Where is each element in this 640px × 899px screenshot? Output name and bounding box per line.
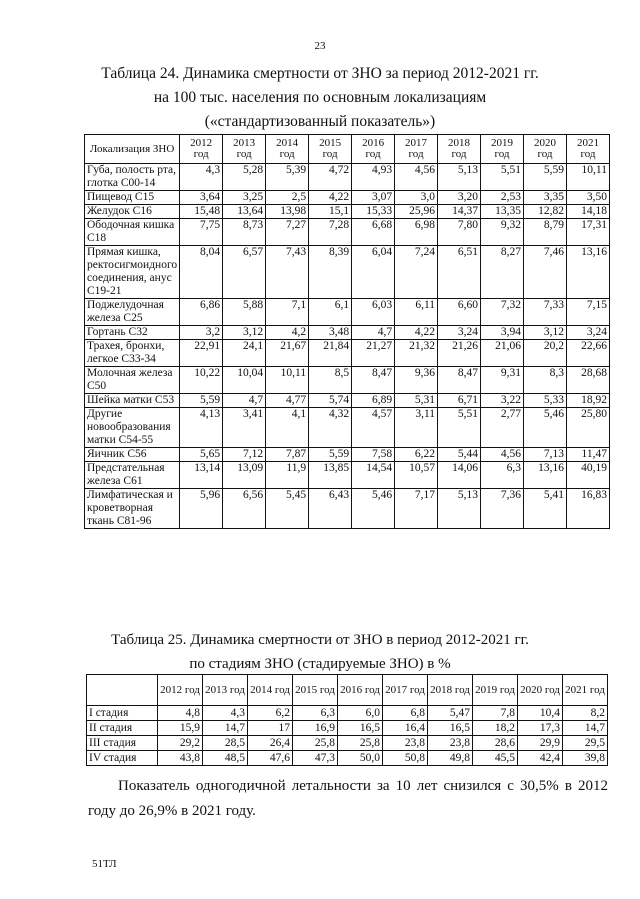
table-cell: 5,46	[524, 408, 567, 448]
table-cell: 8,2	[563, 706, 608, 721]
table-cell: 4,56	[481, 448, 524, 462]
table-cell: 6,1	[309, 299, 352, 326]
table-cell: 5,41	[524, 489, 567, 529]
table-cell: 3,35	[524, 191, 567, 205]
table-cell: 3,50	[567, 191, 610, 205]
table-cell: 22,91	[180, 340, 223, 367]
table-cell: 6,0	[338, 706, 383, 721]
row-label: Ободочная кишка С18	[85, 219, 180, 246]
table-cell: 13,98	[266, 205, 309, 219]
table-cell: 14,7	[563, 721, 608, 736]
table-cell: 10,11	[266, 367, 309, 394]
table2-year-header: 2017 год	[383, 675, 428, 706]
table-cell: 13,35	[481, 205, 524, 219]
table-cell: 3,22	[481, 394, 524, 408]
table-cell: 7,12	[223, 448, 266, 462]
table-cell: 21,06	[481, 340, 524, 367]
table1-header-label: Локализация ЗНО	[85, 135, 180, 164]
table-row	[85, 299, 610, 326]
table-cell: 7,1	[266, 299, 309, 326]
table-cell: 7,58	[352, 448, 395, 462]
table2-year-header: 2012 год	[158, 675, 203, 706]
table-cell: 9,36	[395, 367, 438, 394]
table-row	[87, 706, 608, 721]
table-cell: 4,93	[352, 164, 395, 191]
table-cell: 14,37	[438, 205, 481, 219]
table-cell: 5,88	[223, 299, 266, 326]
table-row	[85, 246, 610, 299]
table-cell: 7,43	[266, 246, 309, 299]
table-cell: 10,22	[180, 367, 223, 394]
table1-title-line: («стандартизованный показатель»)	[204, 113, 436, 130]
row-label: Шейка матки С53	[85, 394, 180, 408]
row-label: II стадия	[87, 721, 158, 736]
row-label: Трахея, бронхи, легкое С33-34	[85, 340, 180, 367]
table-cell: 6,98	[395, 219, 438, 246]
table-cell: 12,82	[524, 205, 567, 219]
table-cell: 14,54	[352, 462, 395, 489]
table-cell: 49,8	[428, 751, 473, 766]
table-cell: 6,3	[481, 462, 524, 489]
table-cell: 28,68	[567, 367, 610, 394]
table-cell: 2,53	[481, 191, 524, 205]
table-cell: 17,31	[567, 219, 610, 246]
table-cell: 3,41	[223, 408, 266, 448]
table-row	[85, 448, 610, 462]
table-row	[85, 367, 610, 394]
table1-title	[60, 62, 580, 134]
table-cell: 8,73	[223, 219, 266, 246]
table-cell: 6,56	[223, 489, 266, 529]
table-cell: 23,8	[383, 736, 428, 751]
table1-header-row	[85, 135, 610, 164]
table-cell: 45,5	[473, 751, 518, 766]
row-label: Желудок С16	[85, 205, 180, 219]
table-cell: 39,8	[563, 751, 608, 766]
table-cell: 7,87	[266, 448, 309, 462]
table1-year-header: 2017 год	[395, 135, 438, 164]
table-cell: 48,5	[203, 751, 248, 766]
table-cell: 21,67	[266, 340, 309, 367]
table2-year-header: 2021 год	[563, 675, 608, 706]
table1-title-line: Таблица 24. Динамика смертности от ЗНО за период 2012-2021 гг.	[101, 65, 539, 82]
table-cell: 7,27	[266, 219, 309, 246]
table1-year-header: 2014 год	[266, 135, 309, 164]
table2-title-line: по стадиям ЗНО (стадируемые ЗНО) в %	[189, 656, 451, 672]
table-cell: 3,94	[481, 326, 524, 340]
table1-year-header: 2012 год	[180, 135, 223, 164]
table-cell: 4,22	[395, 326, 438, 340]
table-cell: 7,24	[395, 246, 438, 299]
table-cell: 4,3	[180, 164, 223, 191]
table-cell: 8,04	[180, 246, 223, 299]
table-row	[85, 408, 610, 448]
table-cell: 5,59	[180, 394, 223, 408]
table-cell: 23,8	[428, 736, 473, 751]
table-cell: 40,19	[567, 462, 610, 489]
table-cell: 10,57	[395, 462, 438, 489]
table-cell: 6,68	[352, 219, 395, 246]
table2-body	[87, 706, 608, 766]
table-cell: 3,12	[223, 326, 266, 340]
table-cell: 8,47	[438, 367, 481, 394]
table-cell: 3,07	[352, 191, 395, 205]
row-label: Молочная железа С50	[85, 367, 180, 394]
table-cell: 7,15	[567, 299, 610, 326]
table-cell: 16,9	[293, 721, 338, 736]
table-cell: 2,77	[481, 408, 524, 448]
table-cell: 25,96	[395, 205, 438, 219]
table-cell: 21,27	[352, 340, 395, 367]
table1-year-header: 2021 год	[567, 135, 610, 164]
table-cell: 7,32	[481, 299, 524, 326]
table-cell: 21,32	[395, 340, 438, 367]
table-cell: 7,17	[395, 489, 438, 529]
table-cell: 3,12	[524, 326, 567, 340]
table-cell: 6,2	[248, 706, 293, 721]
table-cell: 8,5	[309, 367, 352, 394]
row-label: Другие новообразования матки С54-55	[85, 408, 180, 448]
mortality-by-localization-table	[84, 134, 610, 529]
table2-year-header: 2015 год	[293, 675, 338, 706]
table-cell: 4,7	[352, 326, 395, 340]
table-cell: 20,2	[524, 340, 567, 367]
row-label: III стадия	[87, 736, 158, 751]
table-row	[87, 721, 608, 736]
table-cell: 3,0	[395, 191, 438, 205]
table2-year-header: 2019 год	[473, 675, 518, 706]
table-cell: 47,3	[293, 751, 338, 766]
table-cell: 47,6	[248, 751, 293, 766]
table-cell: 43,8	[158, 751, 203, 766]
table-cell: 13,16	[524, 462, 567, 489]
table-cell: 7,8	[473, 706, 518, 721]
table-cell: 3,48	[309, 326, 352, 340]
table-cell: 13,09	[223, 462, 266, 489]
table-row	[85, 219, 610, 246]
table-row	[85, 489, 610, 529]
table-row	[85, 164, 610, 191]
table2-title-line: Таблица 25. Динамика смертности от ЗНО в период 2012-2021 гг.	[111, 632, 529, 648]
table-cell: 6,57	[223, 246, 266, 299]
table-cell: 5,45	[266, 489, 309, 529]
table-cell: 15,9	[158, 721, 203, 736]
row-label: IV стадия	[87, 751, 158, 766]
table-cell: 4,57	[352, 408, 395, 448]
table-cell: 5,44	[438, 448, 481, 462]
table-cell: 5,51	[481, 164, 524, 191]
table-cell: 3,24	[438, 326, 481, 340]
table-cell: 14,18	[567, 205, 610, 219]
table2-year-header: 2016 год	[338, 675, 383, 706]
table-cell: 26,4	[248, 736, 293, 751]
table-row	[85, 462, 610, 489]
table-cell: 4,2	[266, 326, 309, 340]
table-cell: 17	[248, 721, 293, 736]
table-cell: 9,31	[481, 367, 524, 394]
table-cell: 4,32	[309, 408, 352, 448]
table-cell: 2,5	[266, 191, 309, 205]
table-cell: 3,20	[438, 191, 481, 205]
table-cell: 25,8	[338, 736, 383, 751]
table-cell: 7,33	[524, 299, 567, 326]
table-row	[85, 205, 610, 219]
table-row	[85, 340, 610, 367]
table-cell: 5,39	[266, 164, 309, 191]
table-cell: 10,04	[223, 367, 266, 394]
table-cell: 17,3	[518, 721, 563, 736]
table-cell: 6,04	[352, 246, 395, 299]
table-cell: 22,66	[567, 340, 610, 367]
table-cell: 6,86	[180, 299, 223, 326]
table2-year-header: 2020 год	[518, 675, 563, 706]
table-row	[85, 394, 610, 408]
table-cell: 3,25	[223, 191, 266, 205]
row-label: Поджелудочная железа С25	[85, 299, 180, 326]
table-cell: 3,2	[180, 326, 223, 340]
table-cell: 21,84	[309, 340, 352, 367]
table-row	[87, 736, 608, 751]
table-cell: 9,32	[481, 219, 524, 246]
table-cell: 25,80	[567, 408, 610, 448]
table2-header-label	[87, 675, 158, 706]
table-cell: 15,48	[180, 205, 223, 219]
table-cell: 16,5	[338, 721, 383, 736]
table-cell: 7,28	[309, 219, 352, 246]
table-cell: 7,80	[438, 219, 481, 246]
row-label: Губа, полость рта, глотка С00-14	[85, 164, 180, 191]
table-cell: 15,33	[352, 205, 395, 219]
table-cell: 4,22	[309, 191, 352, 205]
table-cell: 14,06	[438, 462, 481, 489]
table1-year-header: 2018 год	[438, 135, 481, 164]
table1-year-header: 2016 год	[352, 135, 395, 164]
page-number: 23	[314, 40, 326, 52]
row-label: Яичник С56	[85, 448, 180, 462]
table-cell: 25,8	[293, 736, 338, 751]
table-cell: 11,47	[567, 448, 610, 462]
table-cell: 15,1	[309, 205, 352, 219]
table-cell: 4,72	[309, 164, 352, 191]
row-label: Пищевод С15	[85, 191, 180, 205]
table-cell: 6,03	[352, 299, 395, 326]
table1-year-header: 2013 год	[223, 135, 266, 164]
table-cell: 18,2	[473, 721, 518, 736]
table-cell: 5,59	[309, 448, 352, 462]
table-cell: 50,0	[338, 751, 383, 766]
table-cell: 7,46	[524, 246, 567, 299]
table-cell: 6,51	[438, 246, 481, 299]
table2-year-header: 2014 год	[248, 675, 293, 706]
table-cell: 5,33	[524, 394, 567, 408]
row-label: Прямая кишка, ректосигмоидного соединения, анус С19-21	[85, 246, 180, 299]
table-cell: 6,89	[352, 394, 395, 408]
row-label: I стадия	[87, 706, 158, 721]
table-cell: 5,96	[180, 489, 223, 529]
table-cell: 13,64	[223, 205, 266, 219]
table-cell: 4,8	[158, 706, 203, 721]
table-cell: 5,47	[428, 706, 473, 721]
table1-year-header: 2019 год	[481, 135, 524, 164]
table-cell: 21,26	[438, 340, 481, 367]
table-cell: 13,85	[309, 462, 352, 489]
table-cell: 5,13	[438, 164, 481, 191]
table1-year-header: 2015 год	[309, 135, 352, 164]
row-label: Гортань С32	[85, 326, 180, 340]
table-cell: 6,11	[395, 299, 438, 326]
table-cell: 3,11	[395, 408, 438, 448]
table-cell: 8,47	[352, 367, 395, 394]
table-row	[87, 751, 608, 766]
row-label: Лимфатическая и кроветворная ткань С81-96	[85, 489, 180, 529]
table2-year-header: 2018 год	[428, 675, 473, 706]
table-row	[85, 326, 610, 340]
table-cell: 28,6	[473, 736, 518, 751]
table2-header-row	[87, 675, 608, 706]
table-cell: 13,14	[180, 462, 223, 489]
mortality-by-stage-table	[86, 674, 608, 766]
table1-year-header: 2020 год	[524, 135, 567, 164]
table-cell: 42,4	[518, 751, 563, 766]
table-cell: 11,9	[266, 462, 309, 489]
table-cell: 6,60	[438, 299, 481, 326]
table-cell: 8,3	[524, 367, 567, 394]
table-cell: 29,9	[518, 736, 563, 751]
table-cell: 7,13	[524, 448, 567, 462]
table-cell: 4,1	[266, 408, 309, 448]
footer-code: 51ТЛ	[92, 858, 117, 870]
table-cell: 8,27	[481, 246, 524, 299]
table-cell: 4,56	[395, 164, 438, 191]
table-cell: 5,59	[524, 164, 567, 191]
table-cell: 5,65	[180, 448, 223, 462]
table-cell: 29,2	[158, 736, 203, 751]
table-cell: 5,28	[223, 164, 266, 191]
table-cell: 28,5	[203, 736, 248, 751]
table-cell: 6,71	[438, 394, 481, 408]
row-label: Предстательная железа С61	[85, 462, 180, 489]
table2-title	[60, 628, 580, 676]
table1-body	[85, 164, 610, 529]
table-cell: 7,36	[481, 489, 524, 529]
table-cell: 5,46	[352, 489, 395, 529]
table-cell: 16,5	[428, 721, 473, 736]
table-cell: 10,4	[518, 706, 563, 721]
table-cell: 4,3	[203, 706, 248, 721]
table-cell: 16,4	[383, 721, 428, 736]
lethality-paragraph: Показатель одногодичной летальности за 10 лет снизился с 30,5% в 2012 году до 26,9% в 2021 году.	[88, 778, 608, 819]
table-cell: 6,8	[383, 706, 428, 721]
table-cell: 4,13	[180, 408, 223, 448]
table-cell: 5,13	[438, 489, 481, 529]
table-cell: 10,11	[567, 164, 610, 191]
table-cell: 3,64	[180, 191, 223, 205]
table-cell: 4,77	[266, 394, 309, 408]
table-cell: 29,5	[563, 736, 608, 751]
table-cell: 3,24	[567, 326, 610, 340]
table-cell: 13,16	[567, 246, 610, 299]
table-cell: 5,74	[309, 394, 352, 408]
table-cell: 8,79	[524, 219, 567, 246]
table-cell: 5,31	[395, 394, 438, 408]
table1-title-line: на 100 тыс. населения по основным локализациям	[153, 89, 487, 106]
table2-year-header: 2013 год	[203, 675, 248, 706]
table-cell: 6,22	[395, 448, 438, 462]
table-cell: 6,43	[309, 489, 352, 529]
table-cell: 5,51	[438, 408, 481, 448]
table-cell: 14,7	[203, 721, 248, 736]
table-cell: 24,1	[223, 340, 266, 367]
table-cell: 8,39	[309, 246, 352, 299]
table-cell: 16,83	[567, 489, 610, 529]
table-cell: 50,8	[383, 751, 428, 766]
table-row	[85, 191, 610, 205]
table-cell: 7,75	[180, 219, 223, 246]
table-cell: 6,3	[293, 706, 338, 721]
table-cell: 4,7	[223, 394, 266, 408]
table-cell: 18,92	[567, 394, 610, 408]
